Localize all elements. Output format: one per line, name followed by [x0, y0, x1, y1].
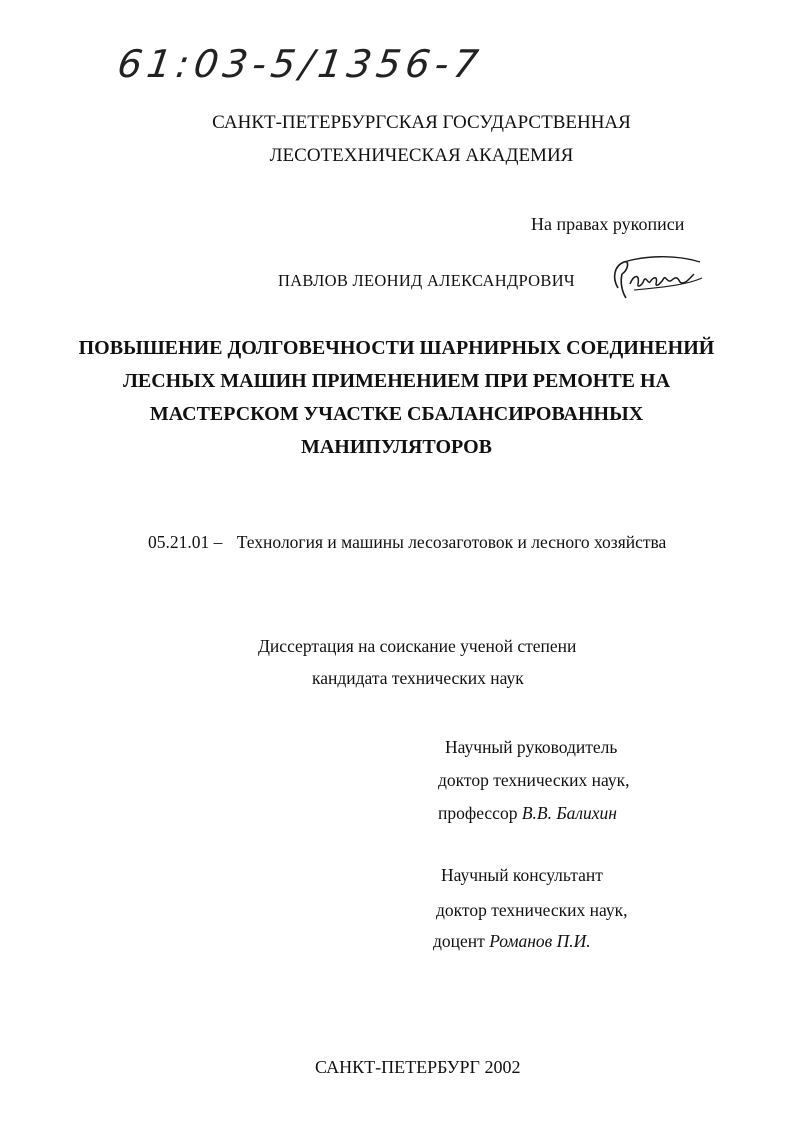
degree-line-2: кандидата технических наук	[312, 668, 524, 688]
supervisor-position: профессор	[438, 803, 518, 823]
author-signature-icon	[604, 248, 708, 308]
institution-line-1: САНКТ-ПЕТЕРБУРГСКАЯ ГОСУДАРСТВЕННАЯ	[212, 112, 631, 133]
supervisor-role: Научный руководитель	[445, 737, 618, 757]
consultant-position-line	[433, 931, 591, 952]
title-line-3: МАСТЕРСКОМ УЧАСТКЕ СБАЛАНСИРОВАННЫХ	[149, 403, 644, 425]
supervisor-degree: доктор технических наук,	[438, 770, 630, 790]
author-name: ПАВЛОВ ЛЕОНИД АЛЕКСАНДРОВИЧ	[278, 271, 575, 290]
degree-line-1: Диссертация на соискание ученой степени	[258, 636, 577, 656]
dissertation-title	[60, 332, 733, 464]
consultant-role: Научный консультант	[441, 865, 603, 885]
institution-line-2: ЛЕСОТЕХНИЧЕСКАЯ АКАДЕМИЯ	[269, 145, 574, 166]
supervisor-position-line	[438, 803, 617, 824]
footer-city-year	[315, 1057, 520, 1078]
footer-year: 2002	[484, 1057, 521, 1077]
specialty-name: Технология и машины лесозаготовок и лесного хозяйства	[236, 532, 667, 552]
title-line-1: ПОВЫШЕНИЕ ДОЛГОВЕЧНОСТИ ШАРНИРНЫХ СОЕДИНЕНИЙ	[78, 337, 715, 359]
consultant-position: доцент	[433, 931, 485, 951]
specialty-code: 05.21.01 –	[148, 532, 223, 552]
title-line-4: МАНИПУЛЯТОРОВ	[300, 436, 492, 458]
supervisor-name: В.В. Балихин	[521, 803, 617, 823]
consultant-name: Романов П.И.	[489, 931, 591, 951]
footer-city: САНКТ-ПЕТЕРБУРГ	[315, 1057, 480, 1077]
specialty	[148, 532, 666, 553]
rights-note: На правах рукописи	[531, 214, 685, 234]
archive-code: 61:03-5/1356-7	[114, 42, 486, 86]
title-line-2: ЛЕСНЫХ МАШИН ПРИМЕНЕНИЕМ ПРИ РЕМОНТЕ НА	[122, 370, 671, 392]
consultant-degree: доктор технических наук,	[436, 900, 628, 920]
